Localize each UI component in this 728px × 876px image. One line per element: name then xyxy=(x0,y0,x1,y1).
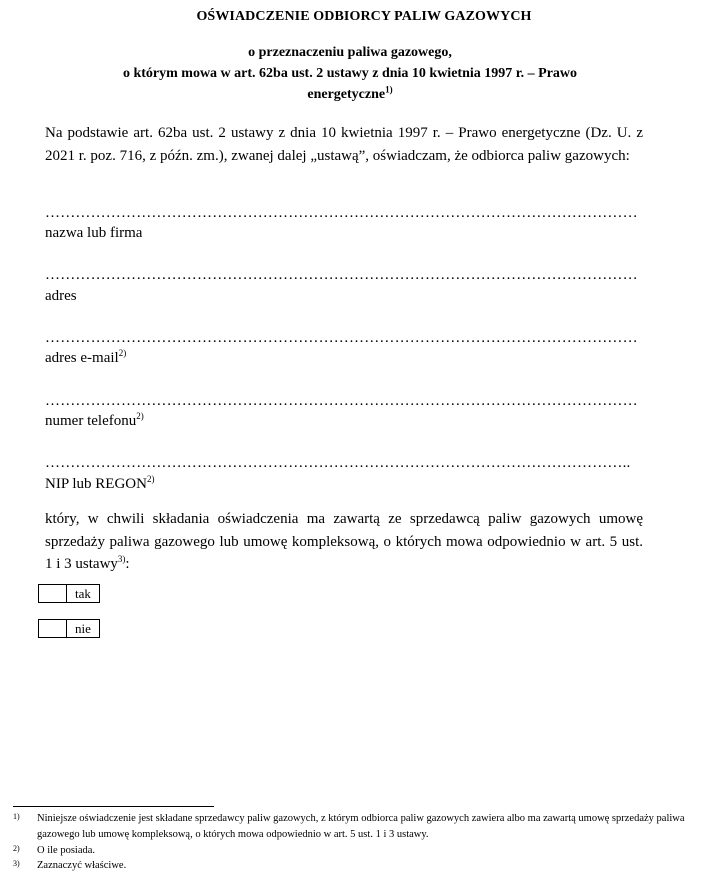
contract-paragraph-tail: : xyxy=(125,556,130,572)
nip-regon-field-label-text: NIP lub REGON xyxy=(45,476,147,492)
nip-regon-field[interactable]: …………………………………………………………………………………………………….. xyxy=(45,455,631,471)
phone-field-label xyxy=(45,413,144,430)
subtitle-line-3 xyxy=(60,84,640,105)
address-field-label-text: adres xyxy=(45,288,77,304)
email-field[interactable]: ……………………………………………………………………………………………………… xyxy=(45,330,638,346)
name-field-label xyxy=(45,225,142,242)
footnote-1-number: 1) xyxy=(13,812,20,821)
subtitle-line-2: o którym mowa w art. 62ba ust. 2 ustawy z dnia 10 kwietnia 1997 r. – Prawo xyxy=(122,66,578,81)
footnote-ref-3: 3) xyxy=(117,554,126,564)
option-tak xyxy=(38,584,100,603)
subtitle-line-1: o przeznaczeniu paliwa gazowego, xyxy=(248,45,452,60)
footnote-separator xyxy=(13,806,214,807)
document-subtitle xyxy=(60,42,640,105)
contract-paragraph xyxy=(45,508,643,576)
intro-paragraph: Na podstawie art. 62ba ust. 2 ustawy z dnia 10 kwietnia 1997 r. – Prawo energetyczne (Dz. U. z 2021 r. poz. 716, z późn. zm.), zwanej dalej „ustawą”, oświadczam, że odbiorca paliw gazowych: xyxy=(45,125,643,164)
option-nie xyxy=(38,619,100,638)
footnote-2-number: 2) xyxy=(13,844,20,853)
subtitle-line-3-text: energetyczne xyxy=(307,87,386,102)
name-field[interactable]: ……………………………………………………………………………………………………… xyxy=(45,205,638,221)
option-nie-label: nie xyxy=(67,619,100,638)
contract-paragraph-text: który, w chwili składania oświadczenia ma zawartą ze sprzedawcą paliw gazowych umowę sprzedaży paliwa gazowego lub umowę kompleksową, o których mowa odpowiednio w art. 5 ust. 1 i 3 ustawy xyxy=(45,511,643,572)
phone-field-label-text: numer telefonu xyxy=(45,413,137,429)
option-tak-label: tak xyxy=(67,584,100,603)
footnote-3-text: Zaznaczyć właściwe. xyxy=(37,860,127,871)
footnote-1 xyxy=(13,811,703,843)
document-title: OŚWIADCZENIE ODBIORCY PALIW GAZOWYCH xyxy=(196,9,532,24)
email-field-label xyxy=(45,350,126,367)
address-field-label xyxy=(45,288,77,305)
footnote-2 xyxy=(13,843,703,859)
footnote-ref-1: 1) xyxy=(385,84,393,95)
footnote-2-text: O ile posiada. xyxy=(37,845,96,856)
footnote-1-text: Niniejsze oświadczenie jest składane sprzedawcy paliw gazowych, z którym odbiorca paliw gazowych zawiera albo ma zawartą umowę sprzedaży paliwa gazowego lub umowę kompleksową, o których mowa odpowiednio w art. 5 ust. 1 i 3 ustawy. xyxy=(37,813,685,840)
address-field[interactable]: ……………………………………………………………………………………………………… xyxy=(45,267,638,283)
phone-field[interactable]: ……………………………………………………………………………………………………… xyxy=(45,393,638,409)
checkbox-tak[interactable] xyxy=(38,584,67,603)
name-field-label-text: nazwa lub firma xyxy=(45,225,143,241)
footnote-3 xyxy=(13,858,703,874)
footnote-ref-2: 2) xyxy=(136,411,144,421)
email-field-label-text: adres e-mail xyxy=(45,350,119,366)
checkbox-nie[interactable] xyxy=(38,619,67,638)
footnote-ref-2: 2) xyxy=(118,348,127,358)
nip-regon-field-label xyxy=(45,476,154,493)
footnote-ref-2: 2) xyxy=(146,474,155,484)
footnote-3-number: 3) xyxy=(13,859,20,868)
